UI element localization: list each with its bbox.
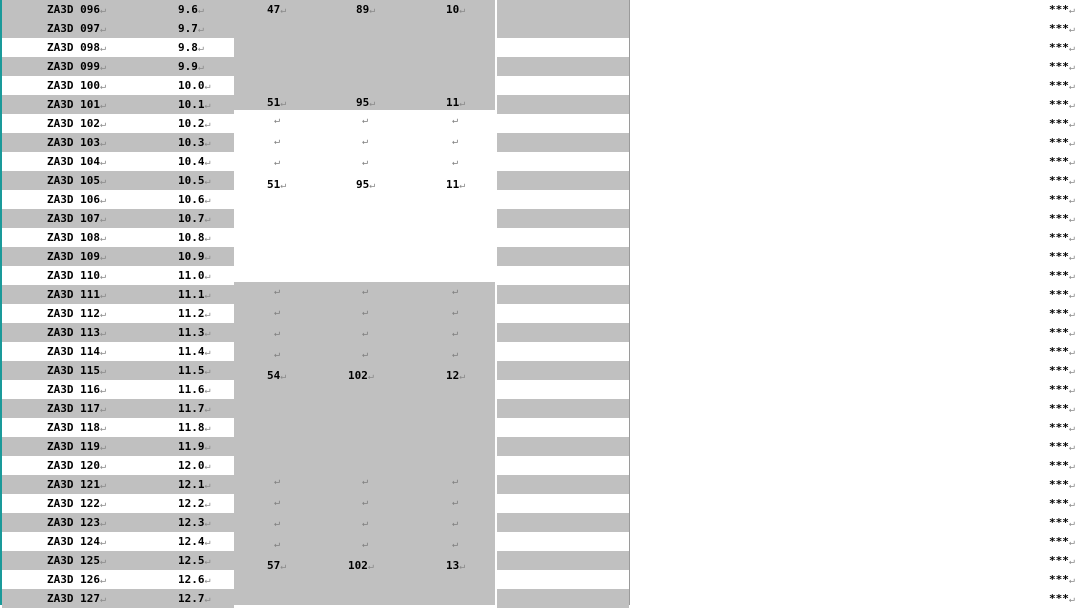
paragraph-mark: ↵ xyxy=(274,349,281,360)
table-row xyxy=(2,38,1075,57)
grade-cell xyxy=(497,494,1075,513)
model-cell xyxy=(2,361,234,380)
model-cell xyxy=(2,285,234,304)
grade-text: ***↵ xyxy=(1049,98,1075,111)
model-text: ZA3D 110↵ xyxy=(47,269,107,282)
size-text: 12.1↵ xyxy=(178,478,211,491)
model-cell xyxy=(2,551,234,570)
table-row xyxy=(2,57,1075,76)
group-value-5-1: 57↵ xyxy=(267,559,287,572)
table-row xyxy=(2,494,1075,513)
paragraph-mark: ↵ xyxy=(362,307,369,318)
model-text: ZA3D 104↵ xyxy=(47,155,107,168)
grade-text: ***↵ xyxy=(1049,3,1075,16)
paragraph-mark: ↵ xyxy=(452,115,459,126)
model-text: ZA3D 125↵ xyxy=(47,554,107,567)
model-cell xyxy=(2,513,234,532)
model-text: ZA3D 105↵ xyxy=(47,174,107,187)
model-cell xyxy=(2,589,234,608)
paragraph-mark: ↵ xyxy=(452,328,459,339)
grade-cell xyxy=(497,323,1075,342)
grade-cell xyxy=(497,190,1075,209)
table-row xyxy=(2,76,1075,95)
table-row xyxy=(2,532,1075,551)
grade-text: ***↵ xyxy=(1049,136,1075,149)
grade-text: ***↵ xyxy=(1049,535,1075,548)
grade-cell xyxy=(497,171,1075,190)
grade-cell xyxy=(497,418,1075,437)
table-row xyxy=(2,152,1075,171)
model-text: ZA3D 100↵ xyxy=(47,79,107,92)
size-text: 11.1↵ xyxy=(178,288,211,301)
table-row xyxy=(2,304,1075,323)
paragraph-mark: ↵ xyxy=(274,328,281,339)
group-value-1-2: 89↵ xyxy=(356,3,376,16)
grade-cell xyxy=(497,475,1075,494)
table-row xyxy=(2,95,1075,114)
model-cell xyxy=(2,95,234,114)
grade-text: ***↵ xyxy=(1049,345,1075,358)
model-cell xyxy=(2,228,234,247)
grade-cell xyxy=(497,133,1075,152)
grade-text: ***↵ xyxy=(1049,174,1075,187)
table-row xyxy=(2,209,1075,228)
group-value-2-3: 11↵ xyxy=(446,96,466,109)
table-row xyxy=(2,247,1075,266)
size-text: 10.6↵ xyxy=(178,193,211,206)
model-cell xyxy=(2,152,234,171)
model-text: ZA3D 102↵ xyxy=(47,117,107,130)
size-text: 12.3↵ xyxy=(178,516,211,529)
model-cell xyxy=(2,76,234,95)
paragraph-mark: ↵ xyxy=(452,518,459,529)
table-row xyxy=(2,266,1075,285)
model-cell xyxy=(2,190,234,209)
grade-text: ***↵ xyxy=(1049,288,1075,301)
model-text: ZA3D 116↵ xyxy=(47,383,107,396)
paragraph-mark: ↵ xyxy=(452,307,459,318)
table-row xyxy=(2,342,1075,361)
size-text: 10.8↵ xyxy=(178,231,211,244)
grade-cell xyxy=(497,304,1075,323)
grade-cell xyxy=(497,551,1075,570)
size-text: 9.6↵ xyxy=(178,3,204,16)
table-row xyxy=(2,513,1075,532)
group-value-1-3: 10↵ xyxy=(446,3,466,16)
grade-cell xyxy=(497,152,1075,171)
paragraph-mark: ↵ xyxy=(274,157,281,168)
paragraph-mark: ↵ xyxy=(362,115,369,126)
grade-text: ***↵ xyxy=(1049,193,1075,206)
size-text: 12.7↵ xyxy=(178,592,211,605)
grade-cell xyxy=(497,532,1075,551)
model-text: ZA3D 120↵ xyxy=(47,459,107,472)
model-cell xyxy=(2,475,234,494)
model-cell xyxy=(2,133,234,152)
size-text: 10.9↵ xyxy=(178,250,211,263)
size-text: 12.5↵ xyxy=(178,554,211,567)
model-text: ZA3D 113↵ xyxy=(47,326,107,339)
paragraph-mark: ↵ xyxy=(274,476,281,487)
paragraph-mark: ↵ xyxy=(452,476,459,487)
size-text: 11.0↵ xyxy=(178,269,211,282)
model-text: ZA3D 118↵ xyxy=(47,421,107,434)
grade-text: ***↵ xyxy=(1049,383,1075,396)
paragraph-mark: ↵ xyxy=(452,157,459,168)
size-text: 11.9↵ xyxy=(178,440,211,453)
grade-text: ***↵ xyxy=(1049,497,1075,510)
size-text: 12.6↵ xyxy=(178,573,211,586)
grade-text: ***↵ xyxy=(1049,60,1075,73)
model-text: ZA3D 124↵ xyxy=(47,535,107,548)
grade-text: ***↵ xyxy=(1049,459,1075,472)
model-text: ZA3D 112↵ xyxy=(47,307,107,320)
size-text: 10.3↵ xyxy=(178,136,211,149)
group-value-2-1: 51↵ xyxy=(267,96,287,109)
grade-cell xyxy=(497,76,1075,95)
right-border xyxy=(629,0,630,605)
grade-cell xyxy=(497,57,1075,76)
model-text: ZA3D 108↵ xyxy=(47,231,107,244)
grade-cell xyxy=(497,228,1075,247)
size-text: 9.8↵ xyxy=(178,41,204,54)
grade-text: ***↵ xyxy=(1049,79,1075,92)
model-text: ZA3D 109↵ xyxy=(47,250,107,263)
group-value-5-2: 102↵ xyxy=(348,559,374,572)
model-text: ZA3D 123↵ xyxy=(47,516,107,529)
paragraph-mark: ↵ xyxy=(362,157,369,168)
group-value-3-1: 51↵ xyxy=(267,178,287,191)
model-cell xyxy=(2,323,234,342)
paragraph-mark: ↵ xyxy=(362,328,369,339)
size-text: 9.9↵ xyxy=(178,60,204,73)
model-cell xyxy=(2,247,234,266)
table-row xyxy=(2,418,1075,437)
model-cell xyxy=(2,342,234,361)
paragraph-mark: ↵ xyxy=(274,115,281,126)
size-text: 10.7↵ xyxy=(178,212,211,225)
model-cell xyxy=(2,57,234,76)
group-value-4-2: 102↵ xyxy=(348,369,374,382)
model-text: ZA3D 098↵ xyxy=(47,41,107,54)
group-value-4-3: 12↵ xyxy=(446,369,466,382)
size-text: 10.5↵ xyxy=(178,174,211,187)
paragraph-mark: ↵ xyxy=(274,497,281,508)
grade-cell xyxy=(497,380,1075,399)
grade-text: ***↵ xyxy=(1049,554,1075,567)
grade-text: ***↵ xyxy=(1049,307,1075,320)
size-text: 12.2↵ xyxy=(178,497,211,510)
paragraph-mark: ↵ xyxy=(452,349,459,360)
table-row xyxy=(2,190,1075,209)
model-text: ZA3D 099↵ xyxy=(47,60,107,73)
paragraph-mark: ↵ xyxy=(274,539,281,550)
group-value-5-3: 13↵ xyxy=(446,559,466,572)
grade-text: ***↵ xyxy=(1049,41,1075,54)
group-value-3-2: 95↵ xyxy=(356,178,376,191)
table-row xyxy=(2,475,1075,494)
table-row xyxy=(2,19,1075,38)
model-text: ZA3D 114↵ xyxy=(47,345,107,358)
paragraph-mark: ↵ xyxy=(274,307,281,318)
table-row xyxy=(2,399,1075,418)
model-cell xyxy=(2,266,234,285)
table-row xyxy=(2,589,1075,608)
model-cell xyxy=(2,494,234,513)
grade-cell xyxy=(497,95,1075,114)
grade-text: ***↵ xyxy=(1049,402,1075,415)
table-row xyxy=(2,114,1075,133)
paragraph-mark: ↵ xyxy=(362,136,369,147)
table-row xyxy=(2,437,1075,456)
model-cell xyxy=(2,19,234,38)
model-text: ZA3D 111↵ xyxy=(47,288,107,301)
table-row xyxy=(2,361,1075,380)
size-text: 11.7↵ xyxy=(178,402,211,415)
size-text: 10.2↵ xyxy=(178,117,211,130)
size-text: 9.7↵ xyxy=(178,22,204,35)
grade-text: ***↵ xyxy=(1049,269,1075,282)
model-cell xyxy=(2,456,234,475)
grade-cell xyxy=(497,266,1075,285)
model-cell xyxy=(2,532,234,551)
grade-cell xyxy=(497,437,1075,456)
grade-text: ***↵ xyxy=(1049,250,1075,263)
size-text: 11.6↵ xyxy=(178,383,211,396)
grade-text: ***↵ xyxy=(1049,326,1075,339)
grade-text: ***↵ xyxy=(1049,155,1075,168)
model-text: ZA3D 097↵ xyxy=(47,22,107,35)
paragraph-mark: ↵ xyxy=(274,286,281,297)
grade-cell xyxy=(497,361,1075,380)
model-text: ZA3D 121↵ xyxy=(47,478,107,491)
model-cell xyxy=(2,437,234,456)
grade-cell xyxy=(497,247,1075,266)
model-text: ZA3D 106↵ xyxy=(47,193,107,206)
grade-cell xyxy=(497,38,1075,57)
table-row xyxy=(2,0,1075,19)
paragraph-mark: ↵ xyxy=(274,136,281,147)
grade-text: ***↵ xyxy=(1049,22,1075,35)
model-cell xyxy=(2,399,234,418)
paragraph-mark: ↵ xyxy=(362,476,369,487)
size-text: 12.4↵ xyxy=(178,535,211,548)
table-row xyxy=(2,570,1075,589)
model-cell xyxy=(2,418,234,437)
grade-cell xyxy=(497,399,1075,418)
group-value-4-1: 54↵ xyxy=(267,369,287,382)
paragraph-mark: ↵ xyxy=(362,518,369,529)
model-text: ZA3D 096↵ xyxy=(47,3,107,16)
table-row xyxy=(2,228,1075,247)
paragraph-mark: ↵ xyxy=(452,539,459,550)
model-cell xyxy=(2,114,234,133)
table-row xyxy=(2,551,1075,570)
grade-text: ***↵ xyxy=(1049,440,1075,453)
model-text: ZA3D 119↵ xyxy=(47,440,107,453)
grade-text: ***↵ xyxy=(1049,592,1075,605)
table-row xyxy=(2,171,1075,190)
grade-cell xyxy=(497,285,1075,304)
grade-cell xyxy=(497,589,1075,608)
model-text: ZA3D 107↵ xyxy=(47,212,107,225)
model-text: ZA3D 117↵ xyxy=(47,402,107,415)
grade-cell xyxy=(497,0,1075,19)
paragraph-mark: ↵ xyxy=(362,497,369,508)
paragraph-mark: ↵ xyxy=(452,136,459,147)
grade-cell xyxy=(497,456,1075,475)
paragraph-mark: ↵ xyxy=(452,497,459,508)
grade-text: ***↵ xyxy=(1049,364,1075,377)
model-cell xyxy=(2,171,234,190)
grade-cell xyxy=(497,209,1075,228)
model-text: ZA3D 103↵ xyxy=(47,136,107,149)
grade-text: ***↵ xyxy=(1049,516,1075,529)
table-row xyxy=(2,285,1075,304)
grade-text: ***↵ xyxy=(1049,212,1075,225)
grade-text: ***↵ xyxy=(1049,117,1075,130)
grade-text: ***↵ xyxy=(1049,478,1075,491)
table-row xyxy=(2,380,1075,399)
paragraph-mark: ↵ xyxy=(362,349,369,360)
grade-text: ***↵ xyxy=(1049,573,1075,586)
group-value-3-3: 11↵ xyxy=(446,178,466,191)
size-text: 10.1↵ xyxy=(178,98,211,111)
model-text: ZA3D 126↵ xyxy=(47,573,107,586)
size-text: 11.8↵ xyxy=(178,421,211,434)
model-text: ZA3D 115↵ xyxy=(47,364,107,377)
grade-cell xyxy=(497,513,1075,532)
size-text: 12.0↵ xyxy=(178,459,211,472)
model-cell xyxy=(2,304,234,323)
size-text: 10.0↵ xyxy=(178,79,211,92)
size-text: 11.4↵ xyxy=(178,345,211,358)
model-cell xyxy=(2,38,234,57)
model-text: ZA3D 122↵ xyxy=(47,497,107,510)
paragraph-mark: ↵ xyxy=(362,539,369,550)
grade-cell xyxy=(497,19,1075,38)
paragraph-mark: ↵ xyxy=(274,518,281,529)
group-value-2-2: 95↵ xyxy=(356,96,376,109)
paragraph-mark: ↵ xyxy=(452,286,459,297)
grade-cell xyxy=(497,342,1075,361)
size-text: 10.4↵ xyxy=(178,155,211,168)
model-cell xyxy=(2,0,234,19)
grade-cell xyxy=(497,114,1075,133)
table-row xyxy=(2,323,1075,342)
grade-text: ***↵ xyxy=(1049,421,1075,434)
model-text: ZA3D 101↵ xyxy=(47,98,107,111)
grade-cell xyxy=(497,570,1075,589)
size-text: 11.3↵ xyxy=(178,326,211,339)
model-cell xyxy=(2,570,234,589)
size-text: 11.5↵ xyxy=(178,364,211,377)
table-row xyxy=(2,133,1075,152)
paragraph-mark: ↵ xyxy=(362,286,369,297)
model-text: ZA3D 127↵ xyxy=(47,592,107,605)
grade-text: ***↵ xyxy=(1049,231,1075,244)
table-row xyxy=(2,456,1075,475)
size-text: 11.2↵ xyxy=(178,307,211,320)
model-cell xyxy=(2,209,234,228)
model-cell xyxy=(2,380,234,399)
group-value-1-1: 47↵ xyxy=(267,3,287,16)
